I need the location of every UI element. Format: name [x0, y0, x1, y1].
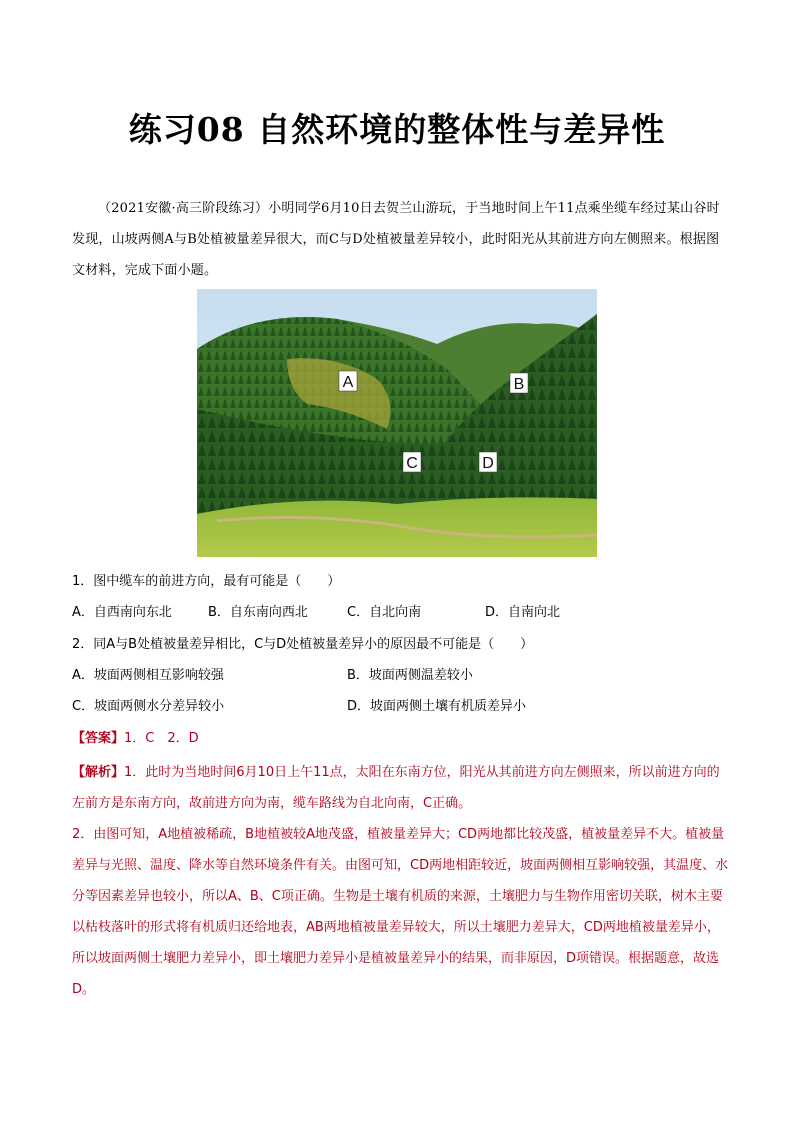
- question-2-option-d: D．坡面两侧土壤有机质差异小: [347, 699, 527, 714]
- label-a: [339, 371, 357, 391]
- question-1-option-a: A．自西南向东北: [72, 605, 172, 620]
- analysis-paragraph-2: 2．由图可知，A地植被稀疏，B地植被较A地茂盛，植被量差异大；CD两地都比较茂盛，植被量差异不大。植被量差异与光照、温度、降水等自然环境条件有关。由图可知，CD两地相距较近，坡面两侧相互影响较强，其温度、水分等因素差异也较小，所以A、B、C项正确。生物是土壤有机质的来源，土壤肥力与生物作用密切关联，树木主要以枯枝落叶的形式将有机质归还给地表，AB两地植被量差异较大，所以土壤肥力差异大，CD两地植被量差异小，所以坡面两侧土壤肥力差异小，即土壤肥力差异小是植被量差异小的结果，而非原因，D项错误。根据题意，故选D。: [72, 827, 729, 997]
- question-2-stem: 2．同A与B处植被量差异相比，C与D处植被量差异小的原因最不可能是（ ）: [72, 637, 534, 652]
- answer-label: 【答案】: [72, 731, 125, 746]
- valley-photo-illustration: [197, 289, 597, 557]
- question-1-option-b: B．自东南向西北: [208, 605, 308, 620]
- answer-line: [72, 727, 199, 746]
- answer-text: 1．C 2．D: [124, 731, 199, 746]
- svg-text:A: A: [342, 374, 354, 391]
- question-1-option-c: C．自北向南: [347, 605, 422, 620]
- page-title: 练习08 自然环境的整体性与差异性: [128, 110, 666, 149]
- svg-text:D: D: [482, 455, 494, 472]
- analysis-block: [72, 757, 732, 1005]
- question-1-stem: 1．图中缆车的前进方向，最有可能是（ ）: [72, 574, 341, 589]
- svg-text:B: B: [513, 376, 525, 393]
- label-b: [510, 373, 528, 393]
- valley-photo: [197, 289, 597, 557]
- question-2-option-b: B．坡面两侧温差较小: [347, 668, 473, 683]
- question-1-option-d: D．自南向北: [485, 605, 561, 620]
- analysis-label: 【解析】: [72, 765, 125, 780]
- question-2-option-a: A．坡面两侧相互影响较强: [72, 668, 224, 683]
- label-c: [403, 452, 421, 472]
- analysis-paragraph-1: 1．此时为当地时间6月10日上午11点，太阳在东南方位，阳光从其前进方向左侧照来，所以前进方向的左前方是东南方向，故前进方向为南，缆车路线为自北向南，C正确。: [72, 765, 720, 811]
- svg-text:C: C: [406, 455, 418, 472]
- question-intro: （2021安徽·高三阶段练习）小明同学6月10日去贺兰山游玩，于当地时间上午11点乘坐缆车经过某山谷时发现，山坡两侧A与B处植被量差异很大，而C与D处植被量差异较小，此时阳光从其前进方向左侧照来。根据图文材料，完成下面小题。: [72, 201, 720, 278]
- label-d: [479, 452, 497, 472]
- question-2-option-c: C．坡面两侧水分差异较小: [72, 699, 225, 714]
